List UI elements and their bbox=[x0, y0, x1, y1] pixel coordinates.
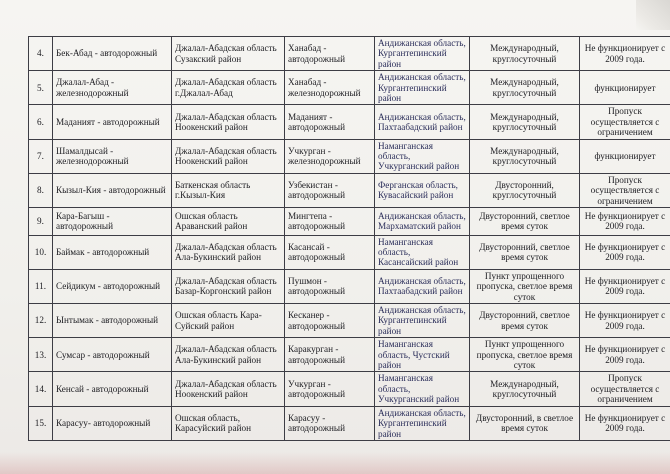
crossing-type: Международный, круглосуточный bbox=[470, 71, 580, 105]
table-row bbox=[29, 372, 670, 406]
page-corner-shadow bbox=[636, 0, 670, 30]
crossing-status: Не функционирует с 2009 года. bbox=[580, 235, 670, 269]
row-number: 14. bbox=[29, 372, 53, 406]
row-number: 8. bbox=[29, 173, 53, 207]
counterpart-crossing: Пушмон - автодорожный bbox=[285, 269, 375, 303]
counterpart-crossing: Маданият - автодорожный bbox=[285, 105, 375, 139]
crossing-name: Карасуу- автодорожный bbox=[53, 406, 172, 440]
table-row bbox=[29, 338, 670, 372]
crossing-district: Баткенская область г.Кызыл-Кия bbox=[172, 173, 285, 207]
crossing-district: Джалал-Абадская область Сузакский район bbox=[172, 37, 285, 71]
table-row bbox=[29, 269, 670, 303]
row-number: 6. bbox=[29, 105, 53, 139]
table-row bbox=[29, 235, 670, 269]
crossing-district: Джалал-Абадская область Ала-Букинский район bbox=[172, 235, 285, 269]
row-number: 7. bbox=[29, 139, 53, 173]
crossing-district: Джалал-Абадская область Ноокенский район bbox=[172, 139, 285, 173]
counterpart-crossing: Учкурган - автодорожный bbox=[285, 372, 375, 406]
crossing-district: Джалал-Абадская область Базар-Коргонский район bbox=[172, 269, 285, 303]
crossing-name: Кызыл-Кия - автодорожный bbox=[53, 173, 172, 207]
row-number: 12. bbox=[29, 304, 53, 338]
crossing-type: Двусторонний, светлое время суток bbox=[470, 304, 580, 338]
counterpart-region: Андижанская область, Мархаматский район bbox=[375, 208, 470, 236]
crossing-status: Не функционирует с 2009 года. bbox=[580, 406, 670, 440]
row-number: 10. bbox=[29, 235, 53, 269]
counterpart-crossing: Ханабад - автодорожный bbox=[285, 37, 375, 71]
table-row bbox=[29, 173, 670, 207]
table-row bbox=[29, 37, 670, 71]
table-body bbox=[29, 37, 670, 441]
counterpart-region: Андижанская область, Кургантепинский район bbox=[375, 37, 470, 71]
counterpart-crossing: Карасуу - автодорожный bbox=[285, 406, 375, 440]
crossing-name: Ынтымак - автодорожный bbox=[53, 304, 172, 338]
counterpart-region: Наманганская область, Учкурганский район bbox=[375, 139, 470, 173]
counterpart-region: Андижанская область, Кургантепинский район bbox=[375, 71, 470, 105]
crossing-name: Баймак - автодорожный bbox=[53, 235, 172, 269]
crossing-district: Джалал-Абадская область г.Джалал-Абад bbox=[172, 71, 285, 105]
crossing-status: Пропуск осуществляется с ограничением bbox=[580, 173, 670, 207]
counterpart-crossing: Учкурган - железнодорожный bbox=[285, 139, 375, 173]
crossing-type: Пункт упрощенного пропуска, светлое время суток bbox=[470, 269, 580, 303]
counterpart-crossing: Ханабад - железнодорожный bbox=[285, 71, 375, 105]
crossing-type: Международный, круглосуточный bbox=[470, 139, 580, 173]
table-row bbox=[29, 71, 670, 105]
crossing-name: Джалал-Абад - железнодорожный bbox=[53, 71, 172, 105]
crossing-status: Не функционирует с 2009 года. bbox=[580, 304, 670, 338]
crossing-type: Международный, круглосуточный bbox=[470, 105, 580, 139]
crossing-type: Международный, круглосуточный bbox=[470, 372, 580, 406]
counterpart-region: Андижанская область, Пахтаабадский район bbox=[375, 269, 470, 303]
crossing-district: Джалал-Абадская область Ноокенский район bbox=[172, 372, 285, 406]
crossing-type: Двусторонний, светлое время суток bbox=[470, 208, 580, 236]
crossing-status: функционирует bbox=[580, 71, 670, 105]
row-number: 11. bbox=[29, 269, 53, 303]
row-number: 5. bbox=[29, 71, 53, 105]
crossing-name: Шамалдысай - железнодорожный bbox=[53, 139, 172, 173]
crossing-type: Двусторонний, светлое время суток bbox=[470, 235, 580, 269]
counterpart-crossing: Касансай - автодорожный bbox=[285, 235, 375, 269]
counterpart-region: Андижанская область, Кургантепинский район bbox=[375, 304, 470, 338]
table-row bbox=[29, 304, 670, 338]
counterpart-region: Ферганская область, Кувасайский район bbox=[375, 173, 470, 207]
counterpart-crossing: Каракурган - автодорожный bbox=[285, 338, 375, 372]
counterpart-region: Андижанская область, Кургантепинский район bbox=[375, 406, 470, 440]
scan-bleed bbox=[0, 452, 670, 474]
counterpart-region: Наманганская область, Касансайский район bbox=[375, 235, 470, 269]
crossing-type: Двусторонний, в светлое время суток bbox=[470, 406, 580, 440]
counterpart-crossing: Узбекистан - автодорожный bbox=[285, 173, 375, 207]
row-number: 4. bbox=[29, 37, 53, 71]
table-row bbox=[29, 105, 670, 139]
table-row bbox=[29, 139, 670, 173]
crossing-status: функционирует bbox=[580, 139, 670, 173]
crossing-type: Пункт упрощенного пропуска, светлое время суток bbox=[470, 338, 580, 372]
crossing-type: Двусторонний, круглосуточный bbox=[470, 173, 580, 207]
row-number: 9. bbox=[29, 208, 53, 236]
row-number: 15. bbox=[29, 406, 53, 440]
crossing-status: Не функционирует с 2009 года. bbox=[580, 269, 670, 303]
table-row bbox=[29, 406, 670, 440]
counterpart-region: Наманганская область, Чустский район bbox=[375, 338, 470, 372]
crossing-status: Не функционирует с 2009 года. bbox=[580, 208, 670, 236]
crossing-district: Джалал-Абадская область Ала-Букинский район bbox=[172, 338, 285, 372]
crossing-status: Пропуск осуществляется с ограничением bbox=[580, 372, 670, 406]
row-number: 13. bbox=[29, 338, 53, 372]
counterpart-region: Наманганская область, Учкурганский район bbox=[375, 372, 470, 406]
crossing-status: Не функционирует с 2009 года. bbox=[580, 338, 670, 372]
counterpart-region: Андижанская область, Пахтаабадский район bbox=[375, 105, 470, 139]
crossing-type: Международный, круглосуточный bbox=[470, 37, 580, 71]
counterpart-crossing: Кесканер - автодорожный bbox=[285, 304, 375, 338]
crossing-name: Кара-Багыш - автодорожный bbox=[53, 208, 172, 236]
border-crossings-table bbox=[28, 36, 670, 441]
crossing-name: Сумсар - автодорожный bbox=[53, 338, 172, 372]
crossing-name: Маданият - автодорожный bbox=[53, 105, 172, 139]
crossing-name: Сейдикум - автодорожный bbox=[53, 269, 172, 303]
crossing-district: Ошская область Кара-Суйский район bbox=[172, 304, 285, 338]
crossing-district: Джалал-Абадская область Ноокенский район bbox=[172, 105, 285, 139]
crossing-name: Кенсай - автодорожный bbox=[53, 372, 172, 406]
crossing-name: Бек-Абад - автодорожный bbox=[53, 37, 172, 71]
crossing-status: Не функционирует с 2009 года. bbox=[580, 37, 670, 71]
crossing-status: Пропуск осуществляется с ограничением bbox=[580, 105, 670, 139]
crossing-district: Ошская область, Карасуйский район bbox=[172, 406, 285, 440]
table-row bbox=[29, 208, 670, 236]
counterpart-crossing: Мингтепа - автодорожный bbox=[285, 208, 375, 236]
crossing-district: Ошская область Араванский район bbox=[172, 208, 285, 236]
